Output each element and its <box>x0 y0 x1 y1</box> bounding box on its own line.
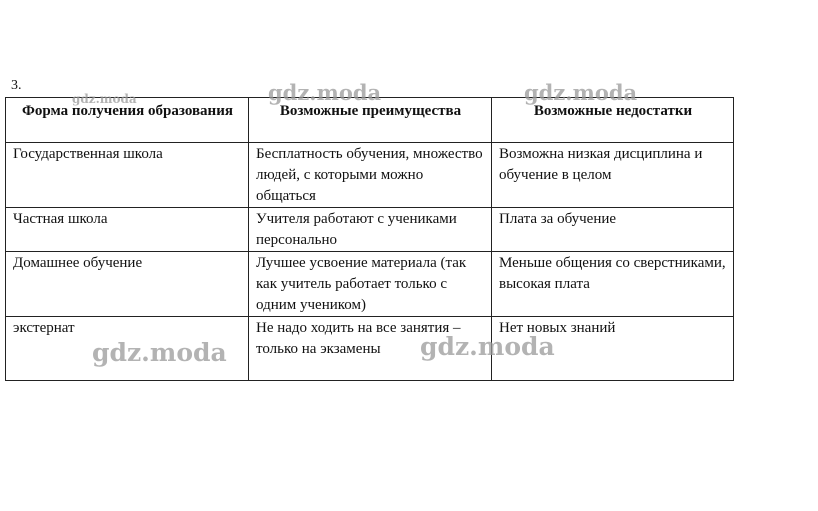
watermark: gdz.moda <box>420 332 555 361</box>
cell-form: Государственная школа <box>6 143 249 208</box>
table-row <box>6 143 734 208</box>
table-row <box>6 208 734 252</box>
cell-disadvantages: Плата за обучение <box>492 208 734 252</box>
cell-advantages: Не надо ходить на все занятия – только на экзамены <box>249 317 492 381</box>
task-number: 3. <box>11 78 22 93</box>
cell-disadvantages: Меньше общения со сверстниками, высокая плата <box>492 252 734 317</box>
header-advantages: Возможные преимущества <box>249 98 492 143</box>
watermark: gdz.moda <box>92 338 227 367</box>
cell-advantages: Лучшее усвоение материала (так как учитель работает только с одним учеником) <box>249 252 492 317</box>
table-row <box>6 317 734 381</box>
header-form: Форма получения образования <box>6 98 249 143</box>
education-forms-table <box>5 97 734 381</box>
watermark: gdz.moda <box>524 80 638 105</box>
cell-advantages: Учителя работают с учениками персонально <box>249 208 492 252</box>
cell-form: Домашнее обучение <box>6 252 249 317</box>
table-row <box>6 252 734 317</box>
table-header-row <box>6 98 734 143</box>
cell-form: Частная школа <box>6 208 249 252</box>
cell-advantages: Бесплатность обучения, множество людей, с которыми можно общаться <box>249 143 492 208</box>
cell-form: экстернат <box>6 317 249 381</box>
watermark: gdz.moda <box>72 92 137 106</box>
cell-disadvantages: Нет новых знаний <box>492 317 734 381</box>
header-disadvantages: Возможные недостатки <box>492 98 734 143</box>
cell-disadvantages: Возможна низкая дисциплина и обучение в целом <box>492 143 734 208</box>
watermark: gdz.moda <box>268 80 382 105</box>
